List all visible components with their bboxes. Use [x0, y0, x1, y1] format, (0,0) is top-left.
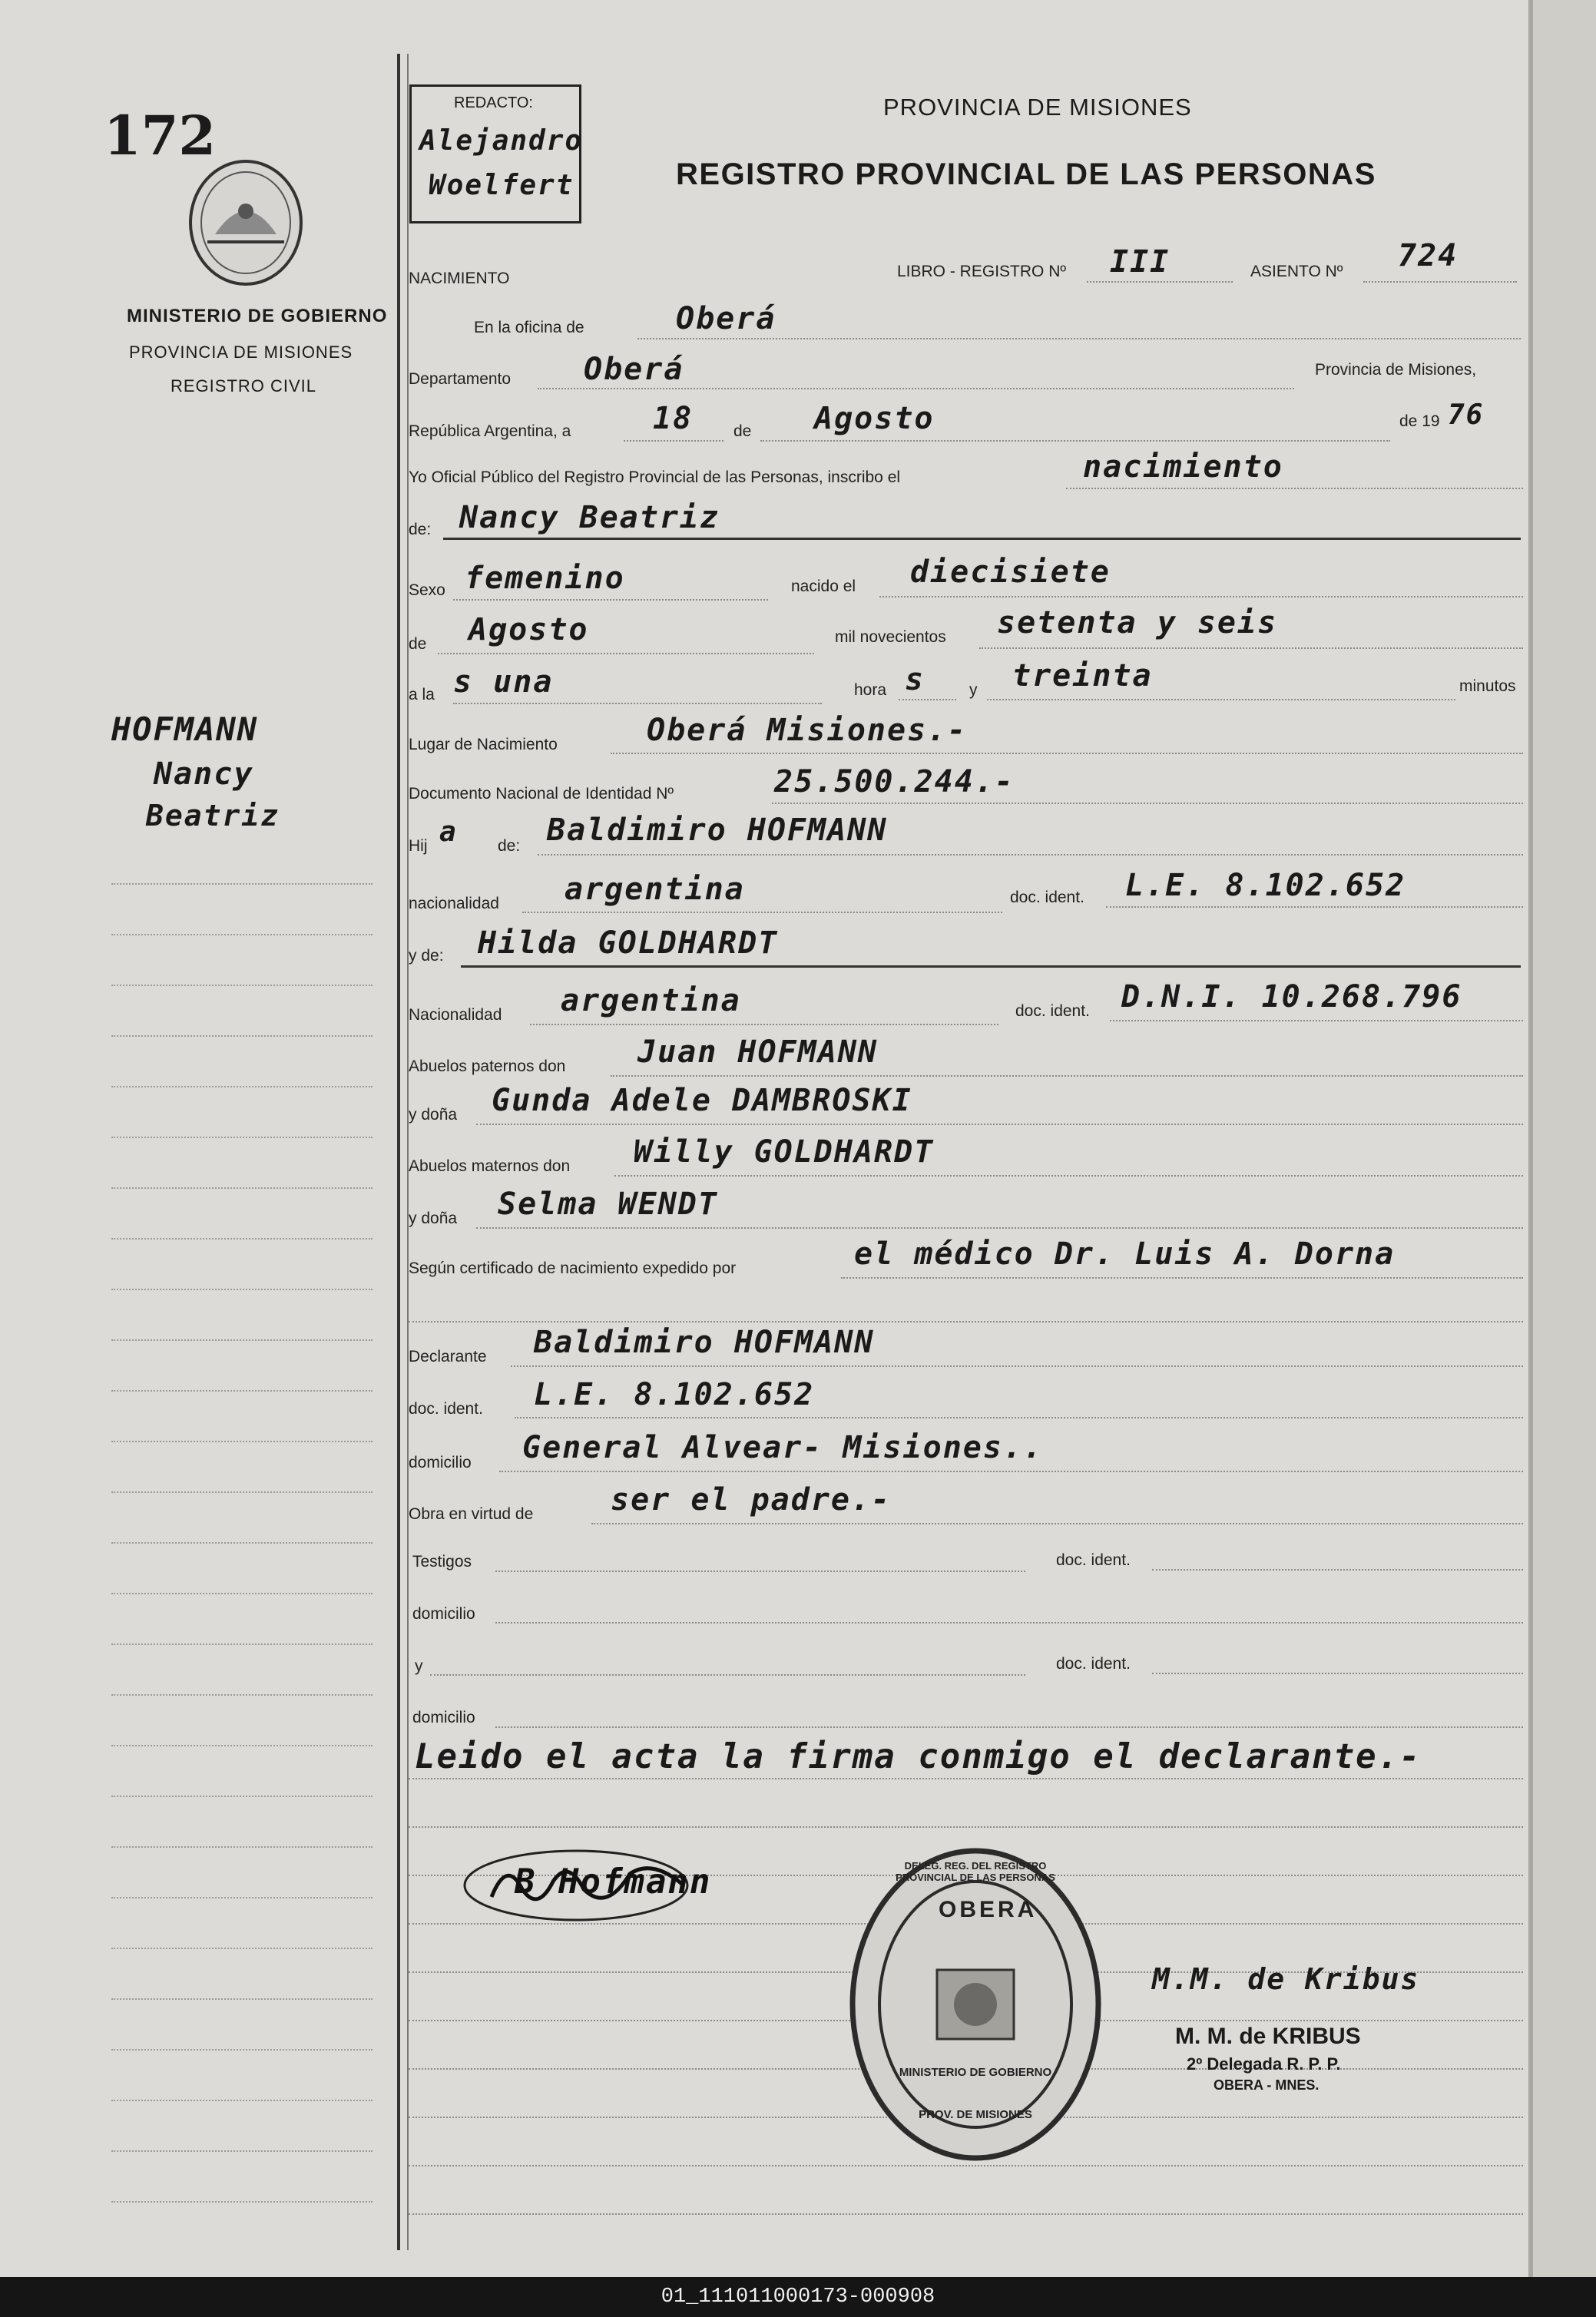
- body-rule: [409, 1826, 1523, 1828]
- obra-value: ser el padre.-: [611, 1482, 892, 1518]
- docident2-label: doc. ident.: [1015, 1002, 1090, 1020]
- departamento-value: Oberá: [584, 352, 684, 387]
- libro-value: III: [1110, 244, 1171, 280]
- margin-rule: [111, 1542, 373, 1544]
- margin-rule: [111, 2150, 373, 2152]
- margin-rule: [111, 1187, 373, 1189]
- de-label: de: [733, 422, 752, 440]
- redacto-box: [409, 84, 584, 223]
- obra-dots: [591, 1523, 1523, 1524]
- nacido-label: nacido el: [791, 578, 856, 595]
- declarante-signature: [461, 1843, 714, 1928]
- mother-doc-dots: [1110, 1020, 1523, 1021]
- departamento-dots: [538, 388, 1294, 389]
- margin-rule: [111, 1390, 373, 1392]
- nac-dots: [522, 912, 1002, 913]
- ydona2-label: y doña: [409, 1210, 458, 1227]
- yde-label: y de:: [409, 947, 444, 965]
- header-title: REGISTRO PROVINCIAL DE LAS PERSONAS: [676, 157, 1376, 191]
- nacido-dots: [879, 596, 1523, 597]
- nac-value: argentina: [565, 872, 745, 907]
- day-dots: [624, 440, 723, 442]
- name-value: Nancy Beatriz: [459, 500, 720, 535]
- ydona-label: y doña: [409, 1106, 458, 1124]
- father-doc: L.E. 8.102.652: [1125, 868, 1406, 903]
- segun-dots-2: [409, 1321, 1523, 1322]
- departamento-label: Departamento: [409, 370, 512, 388]
- margin-rule: [111, 985, 373, 986]
- redacto-name1: Alejandro: [419, 125, 584, 157]
- margin-rule: [111, 1491, 373, 1493]
- de3-label: de: [409, 635, 427, 653]
- dni-label: Documento Nacional de Identidad Nº: [409, 785, 674, 803]
- birth-month-dots: [438, 653, 814, 654]
- margin-rule: [111, 1796, 373, 1797]
- decdoc-label: doc. ident.: [409, 1400, 483, 1418]
- month-dots: [760, 440, 1390, 442]
- ministry-title: MINISTERIO DE GOBIERNO: [127, 306, 388, 326]
- margin-rule: [111, 883, 373, 885]
- lugar-value: Oberá Misiones.-: [647, 713, 968, 748]
- father-value: Baldimiro HOFMANN: [547, 813, 888, 848]
- seal-center-top: OBERA: [939, 1897, 1038, 1922]
- father-doc-dots: [1106, 906, 1523, 908]
- margin-rule: [111, 1948, 373, 1949]
- testdom-dots: [495, 1622, 1523, 1624]
- decdoc-value: L.E. 8.102.652: [534, 1377, 815, 1412]
- margin-rule: [111, 1998, 373, 2000]
- oficial-label: Yo Oficial Público del Registro Provincial de las Personas, inscribo el: [409, 468, 901, 486]
- margin-name2: Beatriz: [146, 799, 280, 832]
- hij-label: Hij: [409, 837, 428, 855]
- nac2-label: Nacionalidad: [409, 1006, 502, 1024]
- official-role: 2º Delegada R. P. P.: [1187, 2054, 1341, 2074]
- margin-rule: [111, 1441, 373, 1442]
- margin-rule: [111, 1643, 373, 1645]
- provincial-crest-icon: [184, 157, 307, 288]
- mother-line: [461, 965, 1521, 968]
- declarante-signature-text: B Hofmann: [515, 1862, 712, 1902]
- provincia-label: Provincia de Misiones,: [1315, 361, 1477, 379]
- seal-ring-text: DELEG. REG. DEL REGISTRO PROVINCIAL DE LAS PERSONAS: [896, 1860, 1055, 1883]
- de2-label: de:: [409, 521, 432, 538]
- leido-value: Leido el acta la firma conmigo el declarante.-: [415, 1737, 1422, 1776]
- margin-rule: [111, 1238, 373, 1240]
- abmat-value: Willy GOLDHARDT: [634, 1134, 935, 1170]
- lugar-label: Lugar de Nacimiento: [409, 736, 558, 753]
- dni-value: 25.500.244.-: [774, 764, 1015, 799]
- margin-rule: [111, 1086, 373, 1087]
- margin-rule: [111, 2201, 373, 2203]
- margin-rule: [111, 1897, 373, 1898]
- declarante-dots: [511, 1365, 1523, 1367]
- nacido-value: diecisiete: [910, 554, 1111, 590]
- sexo-label: Sexo: [409, 581, 445, 599]
- abpat-dots: [611, 1075, 1523, 1077]
- name-line: [443, 538, 1521, 540]
- testdom-label: domicilio: [412, 1605, 475, 1623]
- margin-divider: [397, 54, 400, 2250]
- testdoc2-dots: [1152, 1673, 1523, 1674]
- year-value: 76: [1448, 399, 1485, 431]
- y2-dots: [430, 1674, 1025, 1676]
- testigos-label: Testigos: [412, 1553, 472, 1571]
- nac2-value: argentina: [561, 983, 741, 1018]
- republica-label: República Argentina, a: [409, 422, 571, 440]
- margin-rule: [111, 1846, 373, 1848]
- asiento-dots: [1363, 281, 1517, 283]
- de4-label: de:: [498, 837, 521, 855]
- oficina-value: Oberá: [676, 301, 776, 336]
- segun-label: Según certificado de nacimiento expedido por: [409, 1259, 737, 1277]
- margin-rule: [111, 1137, 373, 1138]
- oficial-value: nacimiento: [1083, 449, 1283, 485]
- ala-value: s una: [453, 664, 554, 700]
- mother-doc: D.N.I. 10.268.796: [1121, 979, 1462, 1015]
- sexo-dots: [453, 599, 768, 601]
- page-binding-edge: [1528, 0, 1596, 2277]
- body-rule: [409, 1778, 1523, 1779]
- oficina-dots: [637, 338, 1521, 339]
- official-place: OBERA - MNES.: [1214, 2077, 1320, 2093]
- minutos-dots: [987, 699, 1455, 700]
- margin-rule: [111, 1593, 373, 1594]
- margin-surname: HOFMANN: [111, 710, 259, 748]
- nac-label: nacionalidad: [409, 895, 499, 912]
- domicilio-label: domicilio: [409, 1454, 472, 1471]
- libro-label: LIBRO - REGISTRO Nº: [897, 263, 1067, 280]
- margin-rule: [111, 1035, 373, 1037]
- abpat2-value: Gunda Adele DAMBROSKI: [492, 1083, 912, 1118]
- redacto-name2: Woelfert: [429, 170, 574, 201]
- margin-rule: [111, 1339, 373, 1341]
- ala-dots: [453, 703, 822, 704]
- margin-rule: [111, 2100, 373, 2101]
- minutos-value: treinta: [1012, 658, 1153, 693]
- hij-value: a: [439, 816, 458, 848]
- y-label: y: [969, 681, 978, 699]
- abpat-label: Abuelos paternos don: [409, 1058, 566, 1075]
- domicilio-dots: [499, 1471, 1523, 1472]
- margin-rule: [111, 2049, 373, 2051]
- sexo-value: femenino: [465, 561, 625, 596]
- margin-rule: [111, 934, 373, 935]
- testdoc-dots: [1152, 1569, 1523, 1571]
- asiento-label: ASIENTO Nº: [1250, 263, 1343, 280]
- domicilio-value: General Alvear- Misiones..: [522, 1430, 1044, 1465]
- declarante-label: Declarante: [409, 1348, 487, 1365]
- margin-rule: [111, 1289, 373, 1290]
- y2-label: y: [415, 1657, 423, 1675]
- dni-dots: [772, 803, 1523, 804]
- segun-value: el médico Dr. Luis A. Dorna: [854, 1236, 1396, 1272]
- birth-year-dots: [979, 647, 1523, 649]
- birth-month: Agosto: [469, 612, 589, 647]
- lugar-dots: [611, 753, 1523, 754]
- month-value: Agosto: [814, 401, 935, 436]
- minutos-label: minutos: [1459, 677, 1516, 695]
- abpat2-dots: [476, 1124, 1523, 1125]
- ala-label: a la: [409, 686, 435, 703]
- abmat-label: Abuelos maternos don: [409, 1157, 571, 1175]
- hora-label: hora: [854, 681, 887, 699]
- year-prefix: de 19: [1399, 412, 1440, 430]
- abpat-value: Juan HOFMANN: [637, 1034, 878, 1070]
- record-type-label: NACIMIENTO: [409, 270, 510, 287]
- testdoc-label: doc. ident.: [1056, 1551, 1131, 1569]
- abmat2-dots: [476, 1227, 1523, 1229]
- testdom2-dots: [495, 1726, 1523, 1728]
- ministry-registry: REGISTRO CIVIL: [171, 376, 317, 396]
- testigos-dots: [495, 1571, 1025, 1572]
- hora-value: s: [905, 662, 925, 697]
- mil-label: mil novecientos: [835, 628, 946, 646]
- margin-rule: [111, 1745, 373, 1746]
- abmat2-value: Selma WENDT: [498, 1187, 718, 1222]
- seal-bottom-text: PROV. DE MISIONES: [919, 2108, 1032, 2121]
- decdoc-dots: [515, 1417, 1523, 1418]
- official-signature: M.M. de Kribus: [1152, 1962, 1420, 1996]
- asiento-value: 724: [1398, 238, 1459, 273]
- father-dots: [538, 854, 1523, 856]
- ministry-province: PROVINCIA DE MISIONES: [129, 343, 353, 362]
- abmat-dots: [614, 1175, 1523, 1177]
- seal-inner-text: MINISTERIO DE GOBIERNO: [899, 2066, 1052, 2079]
- page-number: 172: [104, 104, 217, 167]
- testdom2-label: domicilio: [412, 1709, 475, 1726]
- obra-label: Obra en virtud de: [409, 1505, 534, 1523]
- margin-name1: Nancy: [154, 756, 254, 792]
- segun-dots: [841, 1277, 1523, 1279]
- nac2-dots: [530, 1024, 998, 1025]
- libro-dots: [1087, 281, 1233, 283]
- hora-dots: [899, 699, 956, 700]
- testdoc2-label: doc. ident.: [1056, 1655, 1131, 1673]
- oficina-label: En la oficina de: [474, 319, 584, 336]
- mother-value: Hilda GOLDHARDT: [478, 925, 779, 961]
- official-name: M. M. de KRIBUS: [1175, 2024, 1361, 2049]
- docident-label: doc. ident.: [1010, 889, 1084, 906]
- header-province: PROVINCIA DE MISIONES: [883, 94, 1192, 121]
- oficial-dots: [1066, 488, 1523, 489]
- body-rule: [409, 2213, 1523, 2215]
- margin-rule: [111, 1694, 373, 1696]
- day-value: 18: [653, 401, 694, 436]
- redacto-label: REDACTO:: [454, 94, 533, 111]
- declarante-value: Baldimiro HOFMANN: [534, 1325, 875, 1360]
- footer-id: 01_111011000173-000908: [0, 2277, 1596, 2317]
- birth-year-words: setenta y seis: [997, 605, 1278, 640]
